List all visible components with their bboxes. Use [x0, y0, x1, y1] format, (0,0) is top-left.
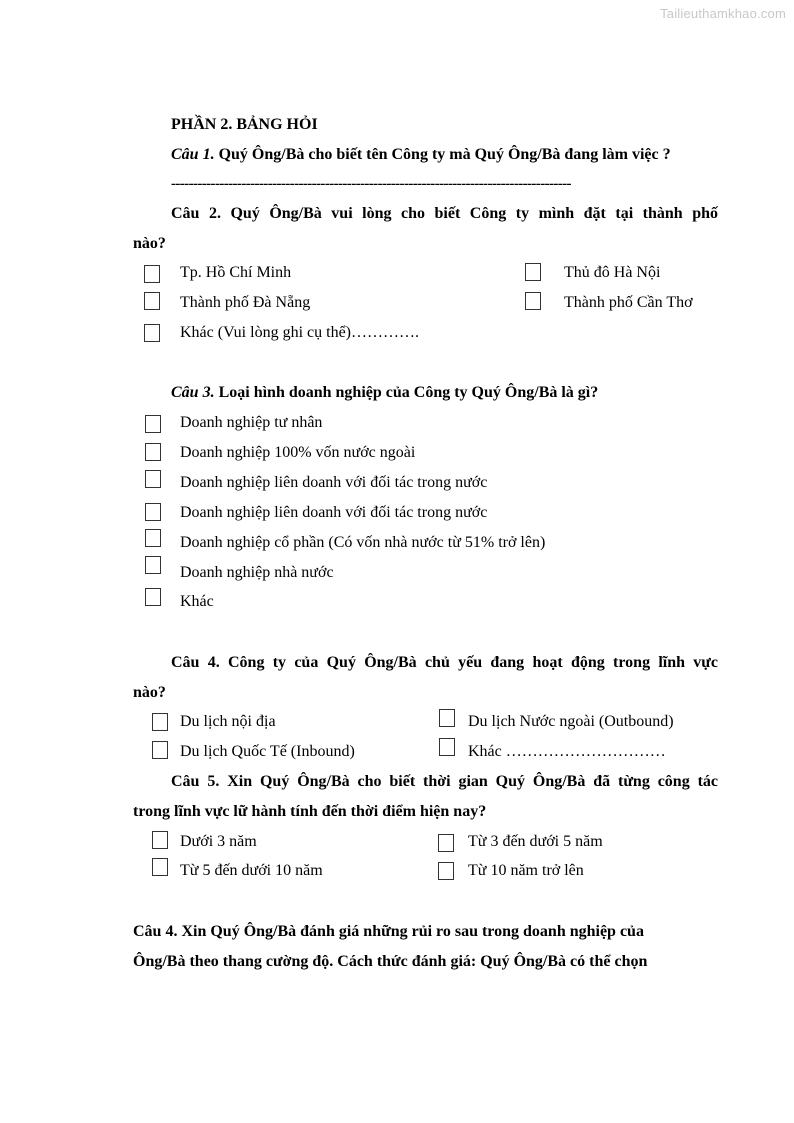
- option-label: Doanh nghiệp 100% vốn nước ngoài: [180, 444, 416, 461]
- option-label: Khác …………………………: [468, 743, 666, 760]
- question-1-text: Quý Ông/Bà cho biết tên Công ty mà Quý Ông/Bà đang làm việc ?: [214, 146, 671, 163]
- checkbox-q4-domestic[interactable]: [152, 713, 168, 731]
- option-label: Dưới 3 năm: [180, 833, 257, 850]
- checkbox-q3-state[interactable]: [145, 556, 161, 574]
- checkbox-q2-cantho[interactable]: [525, 292, 541, 310]
- option-label: Thành phố Đà Nẵng: [180, 294, 311, 311]
- checkbox-q4-inbound[interactable]: [152, 741, 168, 759]
- checkbox-q2-danang[interactable]: [144, 292, 160, 310]
- option-label: Khác (Vui lòng ghi cụ thể)………….: [180, 324, 419, 341]
- question-3-label: Câu 3.: [171, 384, 215, 401]
- question-1: [171, 146, 671, 164]
- question-1-answer-line[interactable]: -------------------------------------------------------------------------------------------: [171, 176, 571, 192]
- checkbox-q4-other[interactable]: [439, 738, 455, 756]
- checkbox-q4-outbound[interactable]: [439, 709, 455, 727]
- checkbox-q5-under-3[interactable]: [152, 831, 168, 849]
- checkbox-q3-jv-1[interactable]: [145, 470, 161, 488]
- checkbox-q2-other[interactable]: [144, 324, 160, 342]
- checkbox-q5-3-to-5[interactable]: [438, 834, 454, 852]
- watermark: Tailieuthamkhao.com: [660, 6, 786, 21]
- question-2-line-1: Câu 2. Quý Ông/Bà vui lòng cho biết Công ty mình đặt tại thành phố: [171, 205, 718, 222]
- option-label: Từ 3 đến dưới 5 năm: [468, 833, 603, 850]
- option-label: Du lịch nội địa: [180, 713, 276, 730]
- option-label: Doanh nghiệp cổ phần (Có vốn nhà nước từ 51% trở lên): [180, 534, 546, 551]
- checkbox-q5-over-10[interactable]: [438, 862, 454, 880]
- checkbox-q5-5-to-10[interactable]: [152, 858, 168, 876]
- question-1-label: Câu 1.: [171, 146, 215, 163]
- question-4-line-2: nào?: [133, 684, 166, 701]
- option-label: Du lịch Nước ngoài (Outbound): [468, 713, 674, 730]
- option-label: Khác: [180, 593, 214, 610]
- checkbox-q3-foreign[interactable]: [145, 443, 161, 461]
- question-3-text: Loại hình doanh nghiệp của Công ty Quý Ông/Bà là gì?: [214, 384, 599, 401]
- question-5-line-2: trong lĩnh vực lữ hành tính đến thời điểm hiện nay?: [133, 803, 487, 820]
- checkbox-q2-hcm[interactable]: [144, 265, 160, 283]
- checkbox-q3-other[interactable]: [145, 588, 161, 606]
- section-title: PHẦN 2. BẢNG HỎI: [171, 116, 318, 133]
- question-3: [171, 384, 598, 402]
- question-2-line-2: nào?: [133, 235, 166, 252]
- checkbox-q3-joint-stock[interactable]: [145, 529, 161, 547]
- checkbox-q3-private[interactable]: [145, 415, 161, 433]
- option-label: Tp. Hồ Chí Minh: [180, 264, 292, 281]
- option-label: Từ 10 năm trở lên: [468, 862, 584, 879]
- checkbox-q2-hanoi[interactable]: [525, 263, 541, 281]
- option-label: Doanh nghiệp tư nhân: [180, 414, 323, 431]
- question-6-line-2: Ông/Bà theo thang cường độ. Cách thức đánh giá: Quý Ông/Bà có thể chọn: [133, 953, 648, 970]
- option-label: Du lịch Quốc Tế (Inbound): [180, 743, 355, 760]
- option-label: Thủ đô Hà Nội: [564, 264, 661, 281]
- option-label: Doanh nghiệp liên doanh với đối tác trong nước: [180, 474, 488, 491]
- option-label: Thành phố Cần Thơ: [564, 294, 693, 311]
- option-label: Doanh nghiệp liên doanh với đối tác trong nước: [180, 504, 488, 521]
- question-4-line-1: Câu 4. Công ty của Quý Ông/Bà chủ yếu đang hoạt động trong lĩnh vực: [171, 654, 718, 671]
- option-label: Doanh nghiệp nhà nước: [180, 564, 334, 581]
- checkbox-q3-jv-2[interactable]: [145, 503, 161, 521]
- option-label: Từ 5 đến dưới 10 năm: [180, 862, 323, 879]
- question-5-line-1: Câu 5. Xin Quý Ông/Bà cho biết thời gian Quý Ông/Bà đã từng công tác: [171, 773, 718, 790]
- question-6-line-1: Câu 4. Xin Quý Ông/Bà đánh giá những rủi ro sau trong doanh nghiệp của: [133, 923, 644, 940]
